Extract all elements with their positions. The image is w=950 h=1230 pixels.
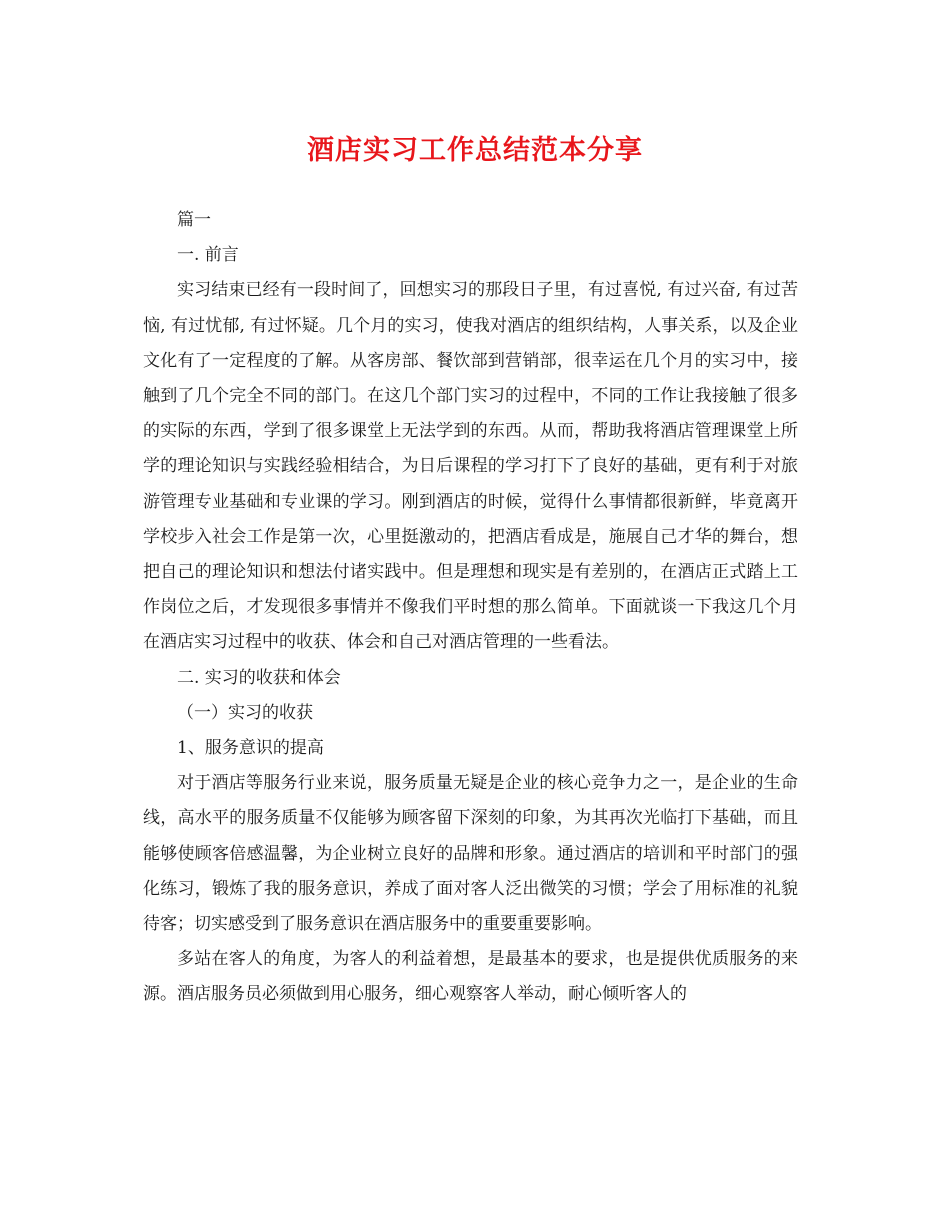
heading-gains-and-experience: 二. 实习的收获和体会 — [177, 667, 341, 688]
document-body — [143, 203, 798, 1013]
section-label-part-one: 篇一 — [177, 210, 211, 230]
subheading-service-awareness: 1、服务意识的提高 — [177, 738, 324, 759]
document-title: 酒店实习工作总结范本分享 — [307, 135, 643, 166]
paragraph-customer-perspective: 多站在客人的角度，为客人的利益着想，是最基本的要求，也是提供优质服务的来源。酒店服务员必须做到用心服务，细心观察客人举动，耐心倾听客人的 — [143, 949, 798, 1005]
subheading-gains: （一）实习的收获 — [177, 702, 313, 723]
paragraph-preface-body: 实习结束已经有一段时间了，回想实习的那段日子里，有过喜悦, 有过兴奋, 有过苦恼, 有过忧郁, 有过怀疑。几个月的实习，使我对酒店的组织结构，人事关系，以及企业文化有了一定程度的了解。从客房部、餐饮部到营销部，很幸运在几个月的实习中，接触到了几个完全不同的部门。在这几个部门实习的过程中，不同的工作让我接触了很多的实际的东西，学到了很多课堂上无法学到的东西。从而，帮助我将酒店管理课堂上所学的理论知识与实践经验相结合，为日后课程的学习打下了良好的基础，更有利于对旅游管理专业基础和专业课的学习。刚到酒店的时候，觉得什么事情都很新鲜，毕竟离开学校步入社会工作是第一次，心里挺激动的，把酒店看成是，施展自己才华的舞台，想把自己的理论知识和想法付诸实践中。但是理想和现实是有差别的，在酒店正式踏上工作岗位之后，才发现很多事情并不像我们平时想的那么简单。下面就谈一下我这几个月在酒店实习过程中的收获、体会和自己对酒店管理的一些看法。 — [143, 280, 798, 653]
heading-preface: 一. 前言 — [177, 245, 239, 266]
paragraph-service-quality: 对于酒店等服务行业来说，服务质量无疑是企业的核心竞争力之一，是企业的生命线，高水平的服务质量不仅能够为顾客留下深刻的印象，为其再次光临打下基础，而且能够使顾客倍感温馨，为企业树立良好的品牌和形象。通过酒店的培训和平时部门的强化练习，锻炼了我的服务意识，养成了面对客人泛出微笑的习惯；学会了用标准的礼貌待客；切实感受到了服务意识在酒店服务中的重要重要影响。 — [143, 773, 798, 935]
